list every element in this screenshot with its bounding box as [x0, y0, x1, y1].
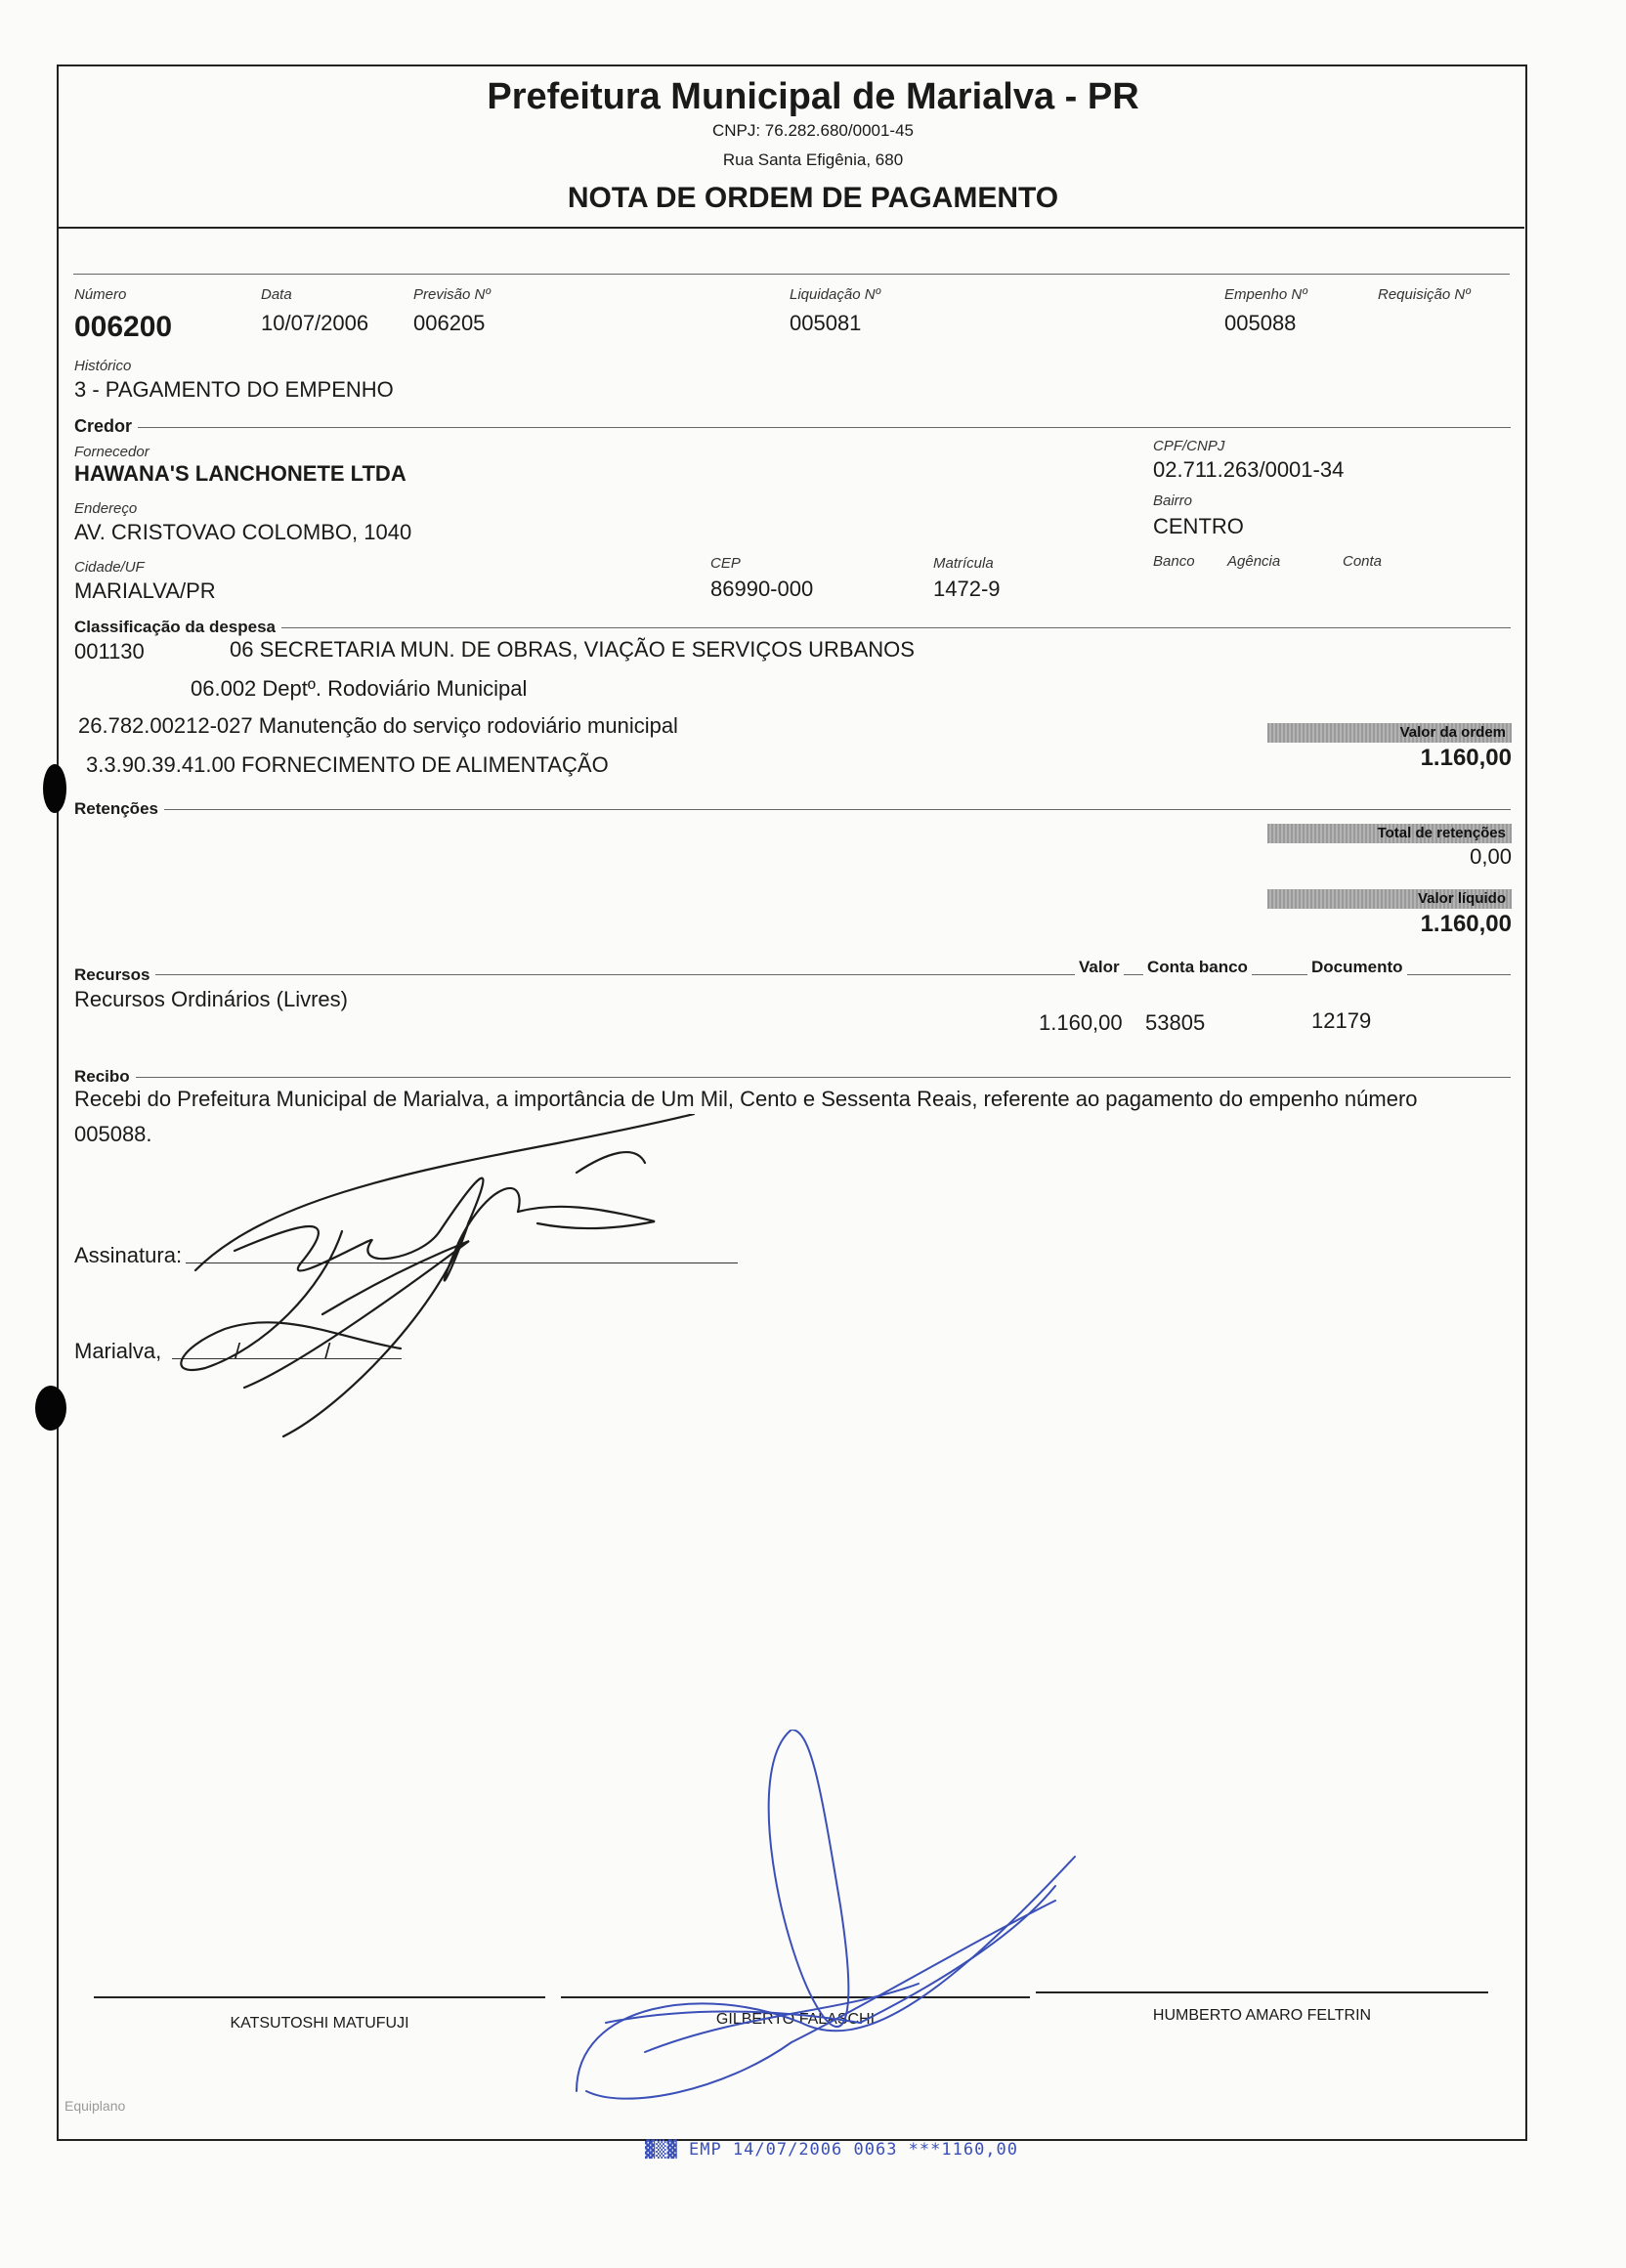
document-title: NOTA DE ORDEM DE PAGAMENTO — [567, 182, 1059, 214]
bairro-label: Bairro — [1153, 492, 1193, 509]
credor-divider — [74, 427, 1511, 428]
credor-section: Credor — [74, 416, 138, 437]
total-retencoes-value: 0,00 — [1470, 844, 1512, 869]
cpf-value: 02.711.263/0001-34 — [1153, 457, 1345, 482]
valor-liquido-value: 1.160,00 — [1420, 911, 1512, 937]
classificacao-divider — [74, 627, 1511, 628]
punch-hole-top — [43, 764, 66, 813]
data-label: Data — [261, 286, 292, 303]
punch-hole-bottom — [35, 1386, 66, 1431]
bairro-value: CENTRO — [1153, 514, 1244, 538]
valor-header: Valor — [1075, 958, 1124, 977]
matricula-label: Matrícula — [933, 555, 994, 572]
stamp-logo-icon: ▓▒▓ — [645, 2140, 678, 2160]
recibo-text-line1: Recebi do Prefeitura Municipal de Marialva, a importância de Um Mil, Cento e Sessenta Reais, referente ao pagamento do empenho número — [74, 1087, 1418, 1111]
total-retencoes-label: Total de retenções — [1377, 825, 1506, 841]
historico-label: Histórico — [74, 358, 132, 374]
agencia-label: Agência — [1227, 553, 1281, 570]
recebedor-signature — [147, 1114, 782, 1446]
empenho-label: Empenho Nº — [1224, 286, 1307, 303]
conta-banco-header: Conta banco — [1143, 958, 1252, 977]
recursos-documento: 12179 — [1311, 1008, 1372, 1033]
data-value: 10/07/2006 — [261, 311, 369, 335]
endereco-value: AV. CRISTOVAO COLOMBO, 1040 — [74, 520, 412, 544]
header-address: Rua Santa Efigênia, 680 — [722, 150, 904, 169]
conta-label: Conta — [1343, 553, 1383, 570]
signatory-2: GILBERTO FALASCHI — [715, 2011, 876, 2028]
recursos-conta: 53805 — [1145, 1010, 1206, 1035]
classificacao-section: Classificação da despesa — [74, 618, 281, 637]
cep-value: 86990-000 — [710, 577, 814, 601]
total-retencoes-bar — [1267, 824, 1512, 843]
recibo-text-line2: 005088. — [74, 1122, 152, 1146]
classificacao-line3: 26.782.00212-027 Manutenção do serviço rodoviário municipal — [78, 713, 678, 738]
liquidacao-value: 005081 — [790, 311, 862, 335]
header-cnpj: CNPJ: 76.282.680/0001-45 — [711, 121, 915, 140]
fornecedor-label: Fornecedor — [74, 444, 150, 460]
cidade-label: Cidade/UF — [74, 559, 145, 576]
classificacao-line2: 06.002 Deptº. Rodoviário Municipal — [191, 676, 528, 701]
historico-value: 3 - PAGAMENTO DO EMPENHO — [74, 377, 394, 402]
classificacao-code: 001130 — [74, 639, 145, 663]
valor-liquido-label: Valor líquido — [1417, 890, 1506, 907]
ordenador-signature — [547, 1730, 1094, 2120]
signature-line-1 — [94, 1996, 545, 1998]
previsao-label: Previsão Nº — [413, 286, 491, 303]
header-divider — [59, 227, 1524, 229]
classificacao-line1: 06 SECRETARIA MUN. DE OBRAS, VIAÇÃO E SERVIÇOS URBANOS — [230, 637, 915, 662]
signatory-3: HUMBERTO AMARO FELTRIN — [1152, 2007, 1372, 2024]
endereco-label: Endereço — [74, 500, 138, 517]
payment-stamp — [645, 2140, 1018, 2160]
software-footer: Equiplano — [64, 2098, 126, 2114]
recibo-date-slashes: / / — [235, 1339, 370, 1363]
banco-label: Banco — [1153, 553, 1195, 570]
retencoes-divider — [74, 809, 1511, 810]
cidade-value: MARIALVA/PR — [74, 578, 216, 603]
matricula-value: 1472-9 — [933, 577, 1001, 601]
recibo-section: Recibo — [74, 1067, 136, 1087]
valor-ordem-value: 1.160,00 — [1420, 745, 1512, 771]
recursos-divider — [74, 974, 1511, 975]
fornecedor-value: HAWANA'S LANCHONETE LTDA — [74, 461, 406, 486]
previsao-value: 006205 — [413, 311, 486, 335]
cep-label: CEP — [710, 555, 741, 572]
numero-label: Número — [74, 286, 127, 303]
ids-divider — [73, 274, 1510, 275]
recibo-divider — [74, 1077, 1511, 1078]
valor-ordem-label: Valor da ordem — [1399, 724, 1506, 741]
assinatura-label: Assinatura: — [74, 1243, 183, 1267]
requisicao-label: Requisição Nº — [1378, 286, 1471, 303]
recursos-descricao: Recursos Ordinários (Livres) — [74, 987, 348, 1011]
documento-header: Documento — [1307, 958, 1407, 977]
classificacao-line4: 3.3.90.39.41.00 FORNECIMENTO DE ALIMENTAÇÃO — [86, 752, 609, 777]
recursos-section: Recursos — [74, 965, 155, 985]
signatory-1: KATSUTOSHI MATUFUJI — [230, 2015, 409, 2032]
numero-value: 006200 — [74, 311, 173, 343]
retencoes-section: Retenções — [74, 799, 164, 819]
signature-line-3 — [1036, 1991, 1488, 1993]
header-title: Prefeitura Municipal de Marialva - PR — [487, 76, 1139, 117]
recursos-valor: 1.160,00 — [1039, 1010, 1123, 1035]
liquidacao-label: Liquidação Nº — [790, 286, 881, 303]
cpf-label: CPF/CNPJ — [1153, 438, 1225, 454]
stamp-text: EMP 14/07/2006 0063 ***1160,00 — [688, 2140, 1019, 2160]
valor-liquido-bar — [1267, 889, 1512, 909]
empenho-value: 005088 — [1224, 311, 1297, 335]
local-label: Marialva, — [74, 1339, 162, 1363]
valor-ordem-bar — [1267, 723, 1512, 743]
